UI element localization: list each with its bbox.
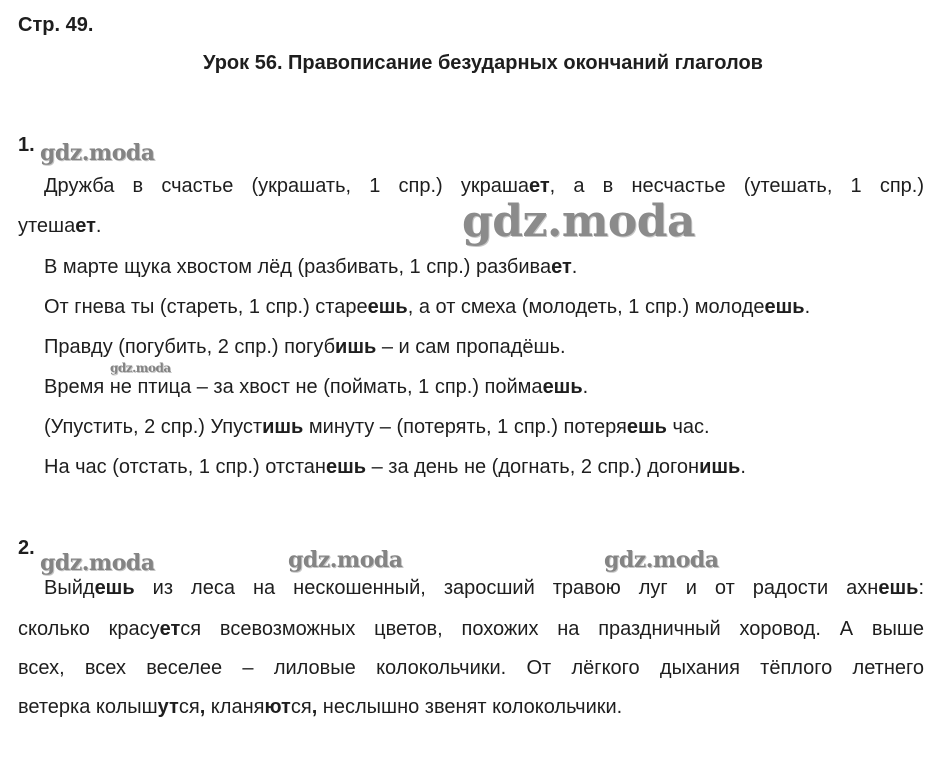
text-segment: ся <box>290 696 312 718</box>
text-segment: ветерка колыш <box>18 696 158 718</box>
text-segment: из леса на нескошенный, заросший травою луг и от радости ахн <box>134 577 879 599</box>
verb-ending: ет <box>529 175 550 197</box>
text-segment: . <box>582 376 589 398</box>
lesson-title: Урок 56. Правописание безударных окончаний глаголов <box>203 52 763 74</box>
task-2-line <box>44 577 924 600</box>
text-segment: (Упустить, 2 спр.) Упуст <box>44 416 263 438</box>
verb-ending: ешь <box>94 577 135 599</box>
text-segment: ся всевозможных цветов, похожих на праздничный хоровод. А выше <box>180 618 924 640</box>
watermark-logo: gdz.moda <box>40 140 155 166</box>
text-segment: Время не птица – за хвост не (поймать, 1 спр.) пойма <box>44 376 543 398</box>
verb-ending: ет <box>159 618 181 640</box>
text-segment: В марте щука хвостом лёд (разбивать, 1 спр.) разбива <box>44 256 552 278</box>
task-1-line <box>44 336 566 359</box>
verb-ending: ишь <box>699 456 741 478</box>
text-segment: , а от смеха (молодеть, 1 спр.) молоде <box>407 296 765 318</box>
task-1-line <box>44 296 810 319</box>
verb-ending: ешь <box>878 577 919 599</box>
verb-ending: ют <box>264 696 291 718</box>
watermark-logo: gdz.moda <box>40 550 155 576</box>
text-segment: Выйд <box>44 577 95 599</box>
text-segment: От гнева ты (стареть, 1 спр.) старе <box>44 296 368 318</box>
task-2-line <box>18 696 622 719</box>
text-segment: час. <box>666 416 710 438</box>
text-segment: . <box>95 215 102 237</box>
text-segment: у <box>149 618 160 640</box>
task-1-line <box>44 256 577 279</box>
verb-ending: ут <box>157 696 179 718</box>
text-segment: кланя <box>205 696 265 718</box>
task-1-line <box>44 416 710 439</box>
task-1-line <box>18 215 101 238</box>
verb-ending: ет <box>551 256 572 278</box>
task-1-number: 1. <box>18 134 35 156</box>
task-2-line <box>18 657 924 680</box>
page-number: Стр. 49. <box>18 14 94 36</box>
text-segment: . <box>740 456 746 478</box>
text-segment: сколько крас <box>18 618 150 640</box>
text-segment: – за день не (догнать, 2 спр.) догон <box>366 456 700 478</box>
text-segment: . <box>804 296 811 318</box>
verb-ending: ишь <box>262 416 304 438</box>
watermark-logo: gdz.moda <box>110 361 171 375</box>
verb-ending: ишь <box>335 336 377 358</box>
task-2-number: 2. <box>18 537 35 559</box>
verb-ending: ешь <box>764 296 805 318</box>
text-segment: – и сам пропадёшь. <box>376 336 566 358</box>
watermark-logo: gdz.moda <box>462 196 696 247</box>
verb-ending: ешь <box>367 296 408 318</box>
text-segment: неслышно звенят колокольчики. <box>317 696 623 718</box>
task-1-line <box>44 456 746 479</box>
text-segment: минуту – (потерять, 1 спр.) потеря <box>303 416 627 438</box>
task-1-line <box>44 376 588 399</box>
verb-ending: ет <box>75 215 96 237</box>
watermark-logo: gdz.moda <box>604 547 719 573</box>
verb-ending: , <box>311 696 318 718</box>
verb-ending: ешь <box>325 456 367 478</box>
watermark-logo: gdz.moda <box>288 547 403 573</box>
text-segment: Правду (погубить, 2 спр.) погуб <box>44 336 336 358</box>
text-segment: Дружба в счастье (украшать, 1 спр.) украша <box>44 175 529 197</box>
text-segment: утеша <box>18 215 76 237</box>
task-2-line <box>18 618 924 641</box>
text-segment: : <box>918 577 924 599</box>
text-segment: ся <box>178 696 200 718</box>
verb-ending: ешь <box>542 376 583 398</box>
text-segment: . <box>571 256 578 278</box>
text-segment: На час (отстать, 1 спр.) отстан <box>44 456 326 478</box>
text-segment: , а в несчастье (утешать, 1 спр.) <box>549 175 924 197</box>
verb-ending: , <box>199 696 206 718</box>
verb-ending: ешь <box>626 416 667 438</box>
text-segment: всех, всех веселее – лиловые колокольчики. От лёгкого дыхания тёплого летнего <box>18 657 924 679</box>
task-1-line <box>44 175 924 198</box>
